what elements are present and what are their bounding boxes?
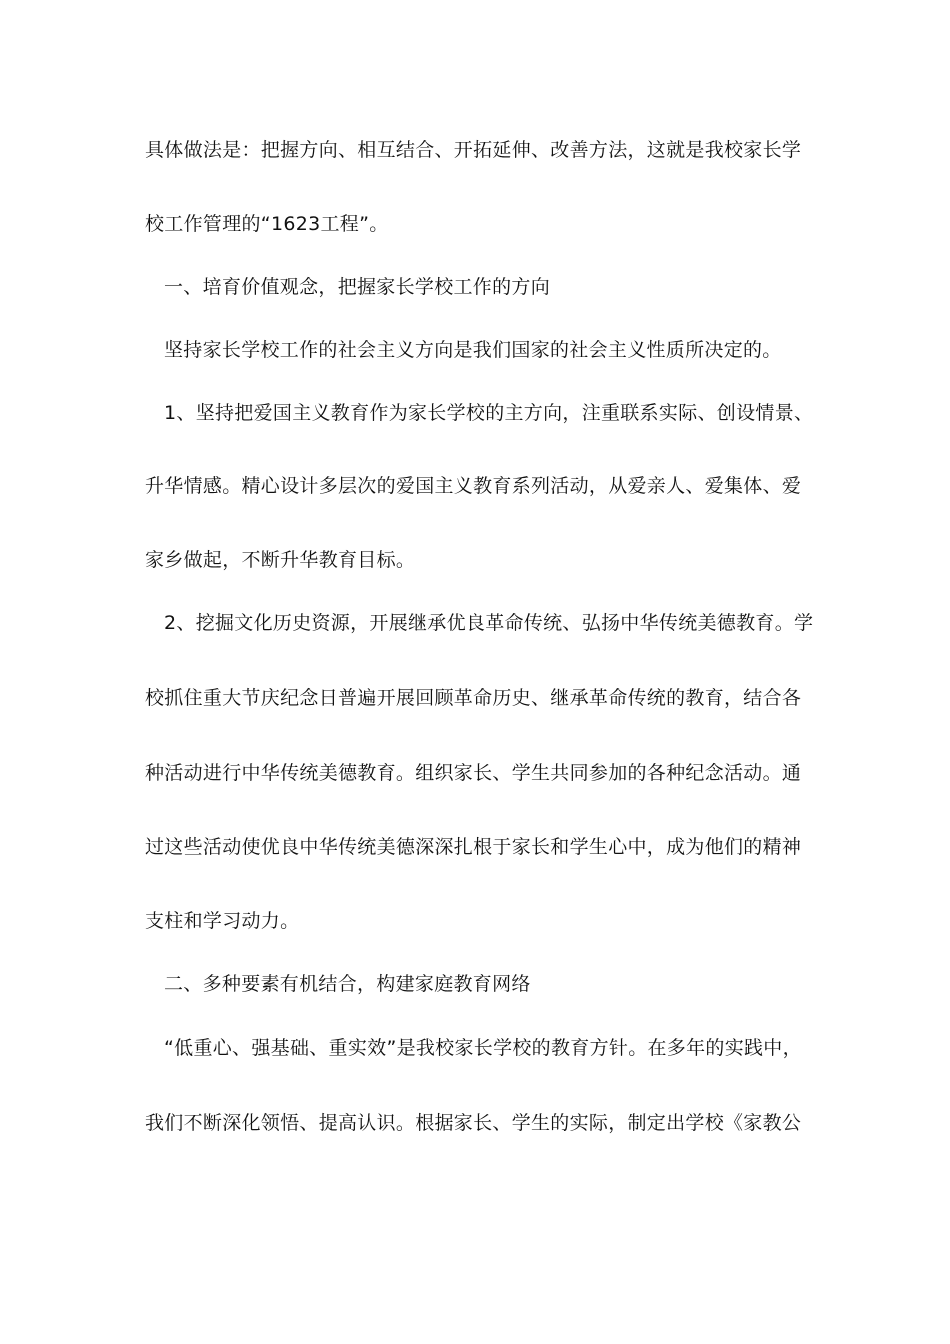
paragraph-line: 校工作管理的“1623工程”。 <box>145 213 389 235</box>
paragraph-line: 坚持家长学校工作的社会主义方向是我们国家的社会主义性质所决定的。 <box>164 339 782 361</box>
paragraph-line: 升华情感。精心设计多层次的爱国主义教育系列活动，从爱亲人、爱集体、爱 <box>145 475 802 497</box>
paragraph-line: 支柱和学习动力。 <box>145 910 300 932</box>
paragraph-line: 种活动进行中华传统美德教育。组织家长、学生共同参加的各种纪念活动。通 <box>145 762 802 784</box>
paragraph-line: 具体做法是：把握方向、相互结合、开拓延伸、改善方法，这就是我校家长学 <box>145 139 802 161</box>
paragraph-line: 家乡做起，不断升华教育目标。 <box>145 549 416 571</box>
section-heading: 一、培育价值观念，把握家长学校工作的方向 <box>164 276 551 298</box>
paragraph-line: 1、坚持把爱国主义教育作为家长学校的主方向，注重联系实际、创设情景、 <box>164 402 814 424</box>
paragraph-line: 校抓住重大节庆纪念日普遍开展回顾革命历史、继承革命传统的教育，结合各 <box>145 687 802 709</box>
paragraph-line: 2、挖掘文化历史资源，开展继承优良革命传统、弘扬中华传统美德教育。学 <box>164 612 814 634</box>
section-heading: 二、多种要素有机结合，构建家庭教育网络 <box>164 973 531 995</box>
paragraph-line: 我们不断深化领悟、提高认识。根据家长、学生的实际，制定出学校《家教公 <box>145 1112 802 1134</box>
paragraph-line: 过这些活动使优良中华传统美德深深扎根于家长和学生心中，成为他们的精神 <box>145 836 802 858</box>
paragraph-line: “低重心、强基础、重实效”是我校家长学校的教育方针。在多年的实践中， <box>164 1037 802 1059</box>
